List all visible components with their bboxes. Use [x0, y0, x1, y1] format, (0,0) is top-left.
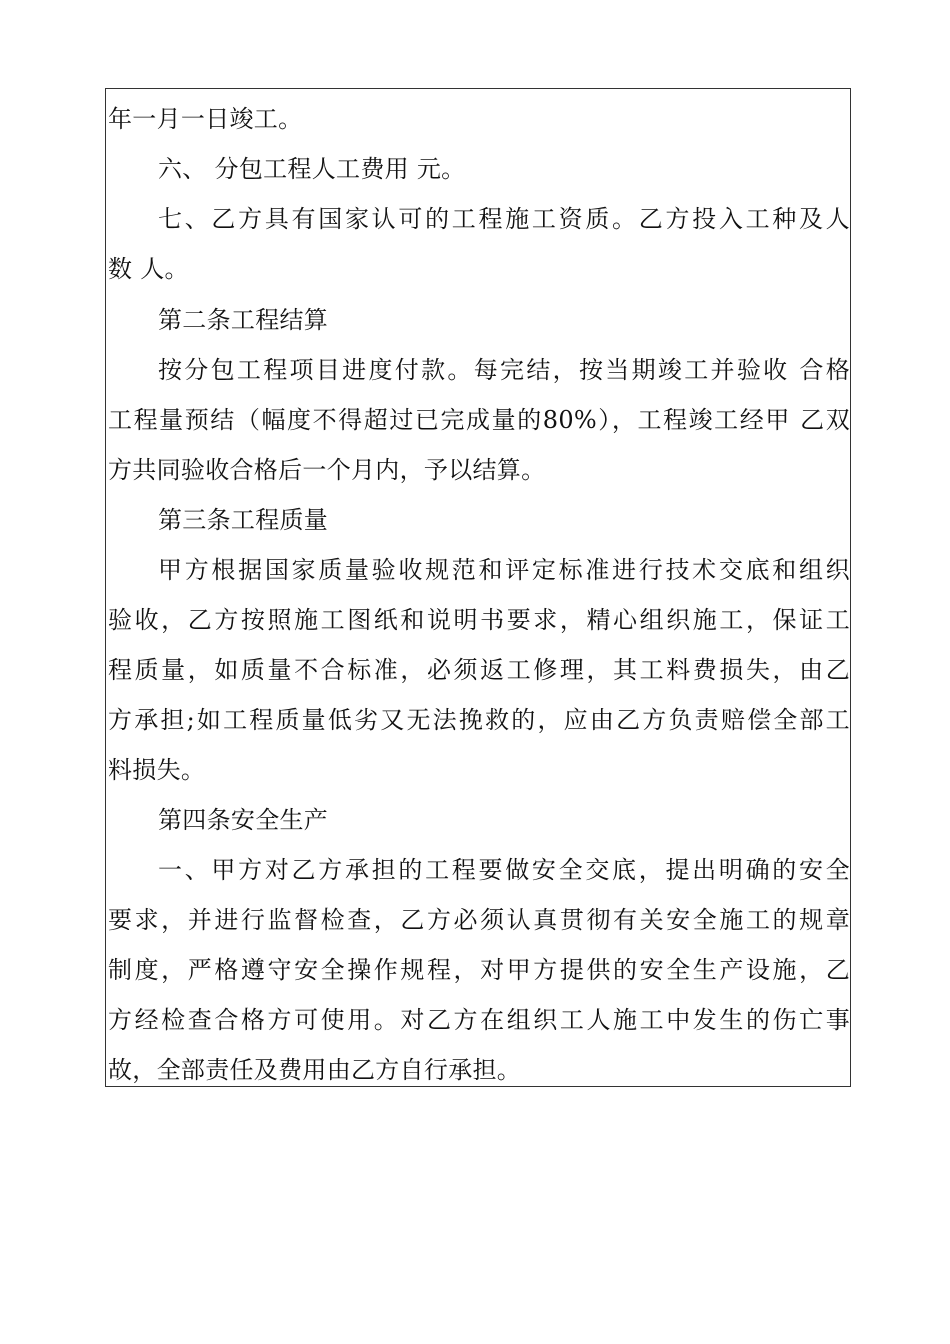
text-line: 甲方根据国家质量验收规范和评定标准进行技术交底和组织 [158, 556, 850, 584]
text-line: 工程量预结（幅度不得超过已完成量的80%），工程竣工经甲 乙双 [108, 406, 850, 434]
text-line: 年一月一日竣工。 [108, 105, 303, 133]
text-line: 制度，严格遵守安全操作规程，对甲方提供的安全生产设施，乙 [108, 956, 850, 984]
text-line: 方承担;如工程质量低劣又无法挽救的，应由乙方负责赔偿全部工 [108, 706, 850, 734]
text-line: 数 人。 [108, 255, 189, 283]
section-heading: 第四条安全生产 [158, 806, 329, 834]
text-line: 要求，并进行监督检查，乙方必须认真贯彻有关安全施工的规章 [108, 906, 850, 934]
text-line: 一、甲方对乙方承担的工程要做安全交底，提出明确的安全 [158, 856, 850, 884]
section-heading: 第三条工程质量 [158, 506, 329, 534]
text-line: 六、 分包工程人工费用 元。 [158, 155, 466, 183]
text-line: 验收，乙方按照施工图纸和说明书要求，精心组织施工，保证工 [108, 606, 850, 634]
text-line: 料损失。 [108, 756, 206, 784]
text-line: 方经检查合格方可使用。对乙方在组织工人施工中发生的伤亡事 [108, 1006, 850, 1034]
document-frame [105, 88, 851, 1087]
text-line: 方共同验收合格后一个月内，予以结算。 [108, 456, 546, 484]
text-line: 程质量，如质量不合标准，必须返工修理，其工料费损失，由乙 [108, 656, 850, 684]
text-line: 七、乙方具有国家认可的工程施工资质。乙方投入工种及人 [158, 205, 850, 233]
text-line: 按分包工程项目进度付款。每完结，按当期竣工并验收 合格 [158, 356, 850, 384]
section-heading: 第二条工程结算 [158, 306, 329, 334]
text-line: 故，全部责任及费用由乙方自行承担。 [108, 1056, 522, 1084]
